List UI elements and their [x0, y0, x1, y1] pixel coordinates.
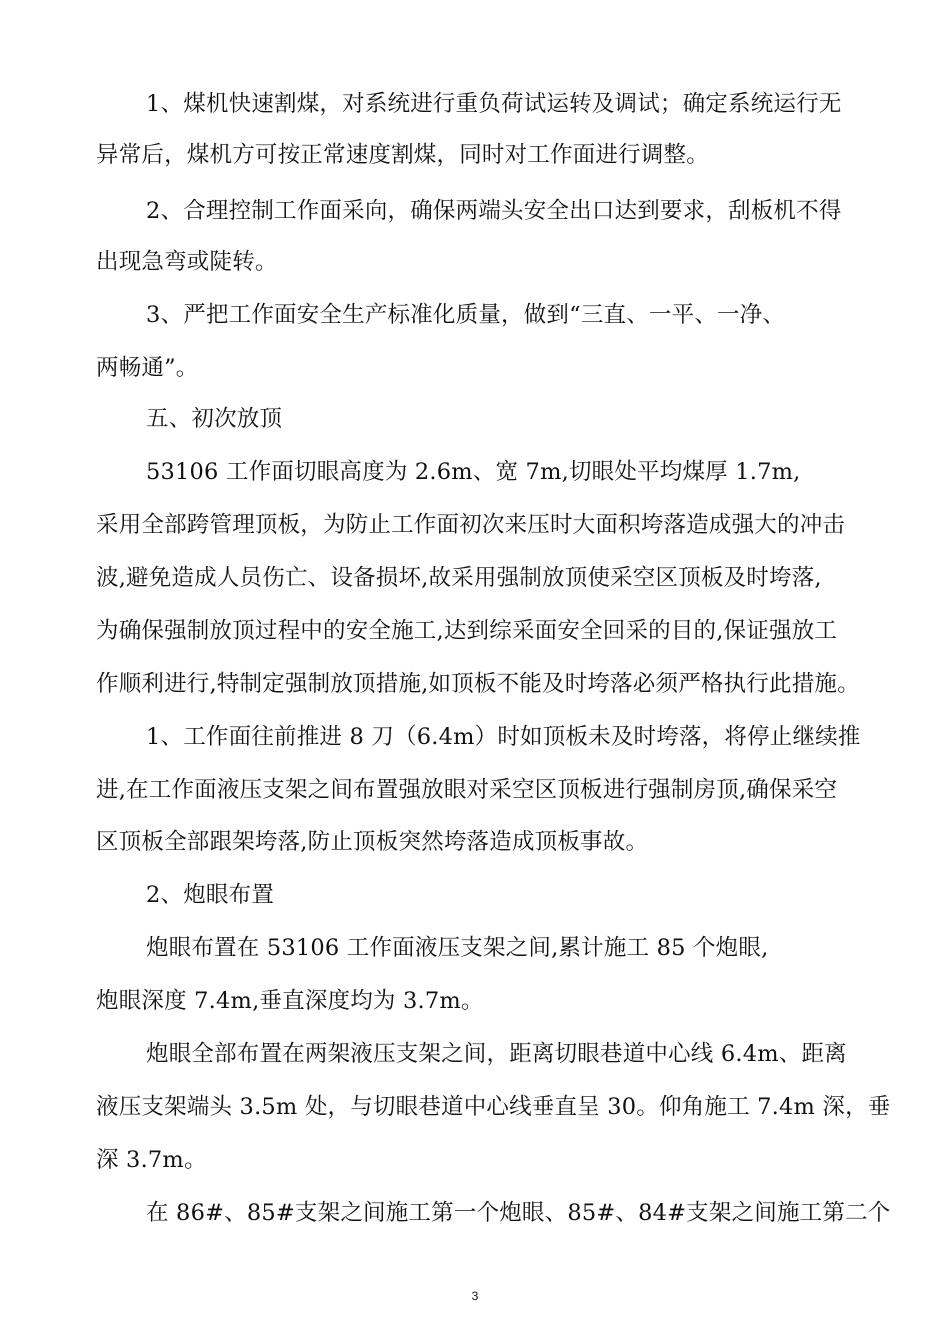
- subsection-heading: 2、炮眼布置: [146, 882, 275, 908]
- text-line: 异常后，煤机方可按正常速度割煤，同时对工作面进行调整。: [96, 142, 709, 168]
- text-line: 炮眼深度 7.4m,垂直深度均为 3.7m。: [96, 988, 484, 1014]
- text-line: 3、严把工作面安全生产标准化质量，做到“三直、一平、一净、: [146, 302, 786, 328]
- text-line: 炮眼布置在 53106 工作面液压支架之间,累计施工 85 个炮眼,: [146, 935, 769, 961]
- text-line: 为确保强制放顶过程中的安全施工,达到综采面安全回采的目的,保证强放工: [96, 618, 838, 644]
- text-line: 在 86#、85#支架之间施工第一个炮眼、85#、84#支架之间施工第二个: [146, 1200, 891, 1226]
- text-line: 两畅通”。: [96, 355, 199, 381]
- text-line: 53106 工作面切眼高度为 2.6m、宽 7m,切眼处平均煤厚 1.7m,: [146, 459, 801, 485]
- text-line: 1、工作面往前推进 8 刀（6.4m）时如顶板未及时垮落，将停止继续推: [146, 724, 861, 750]
- text-line: 进,在工作面液压支架之间布置强放眼对采空区顶板进行强制房顶,确保采空: [96, 777, 838, 803]
- text-line: 波,避免造成人员伤亡、设备损坏,故采用强制放顶使采空区顶板及时垮落,: [96, 565, 822, 591]
- text-line: 液压支架端头 3.5m 处，与切眼巷道中心线垂直呈 30。仰角施工 7.4m 深，垂: [96, 1094, 891, 1120]
- text-line: 深 3.7m。: [96, 1147, 207, 1173]
- text-line: 区顶板全部跟架垮落,防止顶板突然垮落造成顶板事故。: [96, 829, 649, 855]
- text-line: 出现急弯或陡转。: [96, 249, 278, 275]
- section-heading: 五、初次放顶: [146, 406, 283, 432]
- text-line: 1、煤机快速割煤，对系统进行重负荷试运转及调试；确定系统运行无: [146, 91, 842, 117]
- text-line: 采用全部跨管理顶板，为防止工作面初次来压时大面积垮落造成强大的冲击: [96, 512, 846, 538]
- page-number: 3: [471, 1289, 479, 1303]
- text-line: 2、合理控制工作面采向，确保两端头安全出口达到要求，刮板机不得: [146, 198, 842, 224]
- text-line: 炮眼全部布置在两架液压支架之间，距离切眼巷道中心线 6.4m、距离: [146, 1041, 847, 1067]
- text-line: 作顺利进行,特制定强制放顶措施,如顶板不能及时垮落必须严格执行此措施。: [96, 671, 860, 697]
